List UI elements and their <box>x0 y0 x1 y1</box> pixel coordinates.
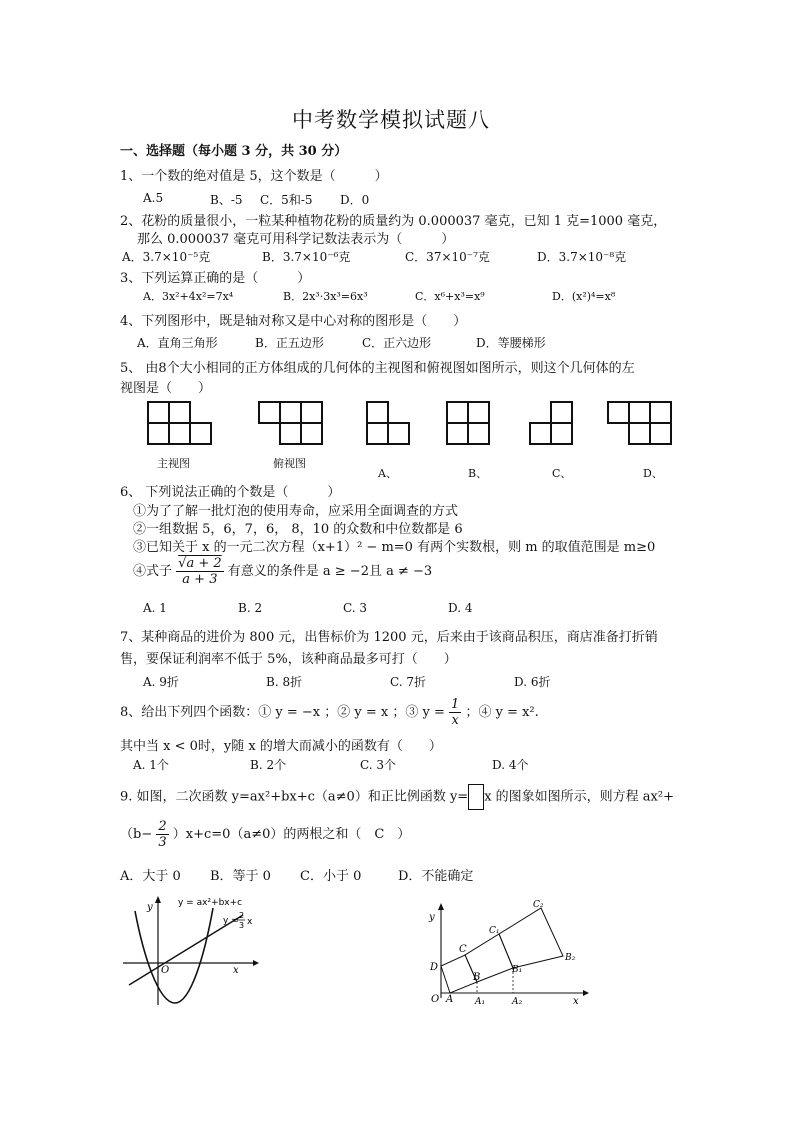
q9-stem-a: 9. 如图，二次函数 y=ax²+bx+c（a≠0）和正比例函数 y= <box>120 789 469 805</box>
q4-stem: 4、下列图形中，既是轴对称又是中心对称的图形是（ ） <box>120 314 467 329</box>
option-b-caption: B、 <box>468 467 488 480</box>
q9-line2-b: ）x+c=0（a≠0）的两根之和（ C ） <box>172 827 411 842</box>
graph1-frac-den: 3 <box>239 921 245 930</box>
q6-fraction-num: √a + 2 <box>178 556 222 571</box>
page-title: 中考数学模拟试题八 <box>292 108 490 132</box>
q9-line2-a: （b− <box>120 827 153 842</box>
q5-stem-line2: 视图是（ ） <box>120 381 212 396</box>
q9-fraction-den: 3 <box>158 835 167 850</box>
q6-option-c: C. 3 <box>343 601 368 615</box>
graph2-y-label: y <box>429 912 435 923</box>
q7-stem-line1: 7、某种商品的进价为 800 元，出售标价为 1200 元，后来由于该商品积压，商店准备打折销 <box>120 630 658 645</box>
q7-option-a: A. 9折 <box>143 675 179 689</box>
q6-statement-1: ①为了了解一批灯泡的使用寿命，应采用全面调查的方式 <box>133 504 459 519</box>
front-view-caption: 主视图 <box>157 457 190 470</box>
graph1-x-label: x <box>233 965 239 976</box>
point-a-label: A <box>446 994 454 1005</box>
q9-option-d: D．不能确定 <box>398 869 474 884</box>
q6-option-d: D. 4 <box>448 601 473 615</box>
q8-stem-line2: 其中当 x < 0时，y随 x 的增大而减小的函数有（ ） <box>120 739 442 754</box>
q2-option-d: D．3.7×10⁻⁸克 <box>537 250 627 264</box>
point-a1-label: A₁ <box>475 997 486 1007</box>
q9-fraction-num: 2 <box>158 819 167 834</box>
q6-s4-prefix: ④式子 <box>133 564 173 579</box>
q6-statement-4 <box>133 556 432 587</box>
q7-option-d: D. 6折 <box>514 675 551 689</box>
graph1-y-label: y <box>147 902 153 913</box>
coefficient-box <box>468 784 484 810</box>
top-view-caption: 俯视图 <box>273 457 306 470</box>
graph1-origin-label: O <box>161 965 170 976</box>
point-d-label: D <box>430 962 439 973</box>
q8-stem-b: ；④ y = x². <box>465 705 539 720</box>
q6-fraction <box>176 556 223 587</box>
q9-option-c: C．小于 0 <box>300 869 362 884</box>
point-b1-label: B₁ <box>512 965 523 975</box>
q7-stem-line2: 售，要保证利润率不低于 5%，该种商品最多可打（ ） <box>120 652 457 667</box>
q8-stem <box>120 697 539 728</box>
point-c-label: C <box>459 944 467 955</box>
q2-option-b: B．3.7×10⁻⁶克 <box>262 250 351 264</box>
q6-s4-suffix: 有意义的条件是 a ≥ −2且 a ≠ −3 <box>227 564 433 579</box>
q8-option-b: B. 2个 <box>250 758 287 772</box>
graph1-frac-num: 2 <box>239 911 245 920</box>
q1-option-c: C．5和-5 <box>260 193 313 207</box>
q6-statement-3: ③已知关于 x 的一元二次方程（x+1）² − m=0 有两个实数根，则 m 的取值范围是 m≥0 <box>133 540 656 555</box>
q2-option-c: C．37×10⁻⁷克 <box>405 250 490 264</box>
point-c2-label: C₂ <box>533 900 544 910</box>
option-c-caption: C、 <box>552 467 572 480</box>
q8-stem-a: 8、给出下列四个函数：① y = −x ；② y = x ；③ y = <box>120 705 445 720</box>
graph1-line-label: y = <box>223 916 239 926</box>
q9-fraction <box>156 819 168 850</box>
q2-option-a: A．3.7×10⁻⁵克 <box>122 250 211 264</box>
q1-option-a: A.5 <box>143 191 164 205</box>
point-b2-label: B₂ <box>565 953 576 963</box>
q6-statement-2: ②一组数据 5，6，7，6， 8，10 的众数和中位数都是 6 <box>133 522 463 537</box>
point-c1-label: C₁ <box>489 926 500 936</box>
option-a-caption: A、 <box>378 467 397 480</box>
option-d-caption: D、 <box>643 467 663 480</box>
q3-option-c: C．x⁶+x³=x⁹ <box>415 290 485 303</box>
q3-option-b: B．2x³·3x³=6x³ <box>283 290 368 303</box>
q9-stem-line2 <box>120 819 410 850</box>
section-heading: 一、选择题（每小题 3 分，共 30 分） <box>120 144 348 159</box>
q4-option-d: D．等腰梯形 <box>476 336 546 350</box>
q3-stem: 3、下列运算正确的是（ ） <box>120 271 311 286</box>
q9-option-a: A．大于 0 <box>120 869 181 884</box>
graph1-x-suffix: x <box>247 917 253 927</box>
q6-stem: 6、 下列说法正确的个数是（ ） <box>120 485 341 500</box>
q2-stem-line1: 2、花粉的质量很小，一粒某种植物花粉的质量约为 0.000037 毫克，已知 1 克=1000 毫克， <box>120 214 667 229</box>
q4-option-b: B．正五边形 <box>255 336 324 350</box>
q3-option-a: A．3x²+4x²=7x⁴ <box>143 290 234 303</box>
q6-fraction-den: a + 3 <box>182 572 218 587</box>
parabola-line-graph <box>113 893 263 1008</box>
q8-option-c: C. 3个 <box>360 758 397 772</box>
q4-option-c: C．正六边形 <box>362 336 432 350</box>
q8-option-a: A. 1个 <box>133 758 169 772</box>
q3-option-d: D．(x²)⁴=x⁸ <box>552 290 616 303</box>
q9-option-b: B．等于 0 <box>210 869 271 884</box>
q1-option-d: D．0 <box>340 193 370 207</box>
point-b-label: B <box>473 972 481 983</box>
squares-graph <box>423 898 593 1008</box>
q6-option-a: A. 1 <box>143 601 167 615</box>
q7-option-b: B. 8折 <box>266 675 303 689</box>
q2-stem-line2: 那么 0.000037 毫克可用科学记数法表示为（ ） <box>137 232 455 247</box>
q9-stem-b: x 的图象如图所示，则方程 ax²+ <box>484 789 674 805</box>
graph2-origin-label: O <box>431 994 440 1005</box>
q9-stem-line1 <box>120 784 674 810</box>
q1-stem: 1、一个数的绝对值是 5，这个数是（ ） <box>120 169 388 184</box>
q4-option-a: A．直角三角形 <box>137 336 218 350</box>
graph1-curve-label: y = ax²+bx+c <box>178 898 243 908</box>
point-a2-label: A₂ <box>512 997 523 1007</box>
q8-fraction-den: x <box>451 713 459 728</box>
q5-stem-line1: 5、 由8个大小相同的正方体组成的几何体的主视图和俯视图如图所示，则这个几何体的左 <box>120 361 635 376</box>
q1-option-b: B、-5 <box>210 193 243 207</box>
q7-option-c: C. 7折 <box>390 675 427 689</box>
q8-option-d: D. 4个 <box>492 758 529 772</box>
q8-fraction <box>449 697 461 728</box>
graph2-x-label: x <box>573 996 579 1007</box>
q8-fraction-num: 1 <box>451 697 460 712</box>
q6-option-b: B. 2 <box>238 601 263 615</box>
